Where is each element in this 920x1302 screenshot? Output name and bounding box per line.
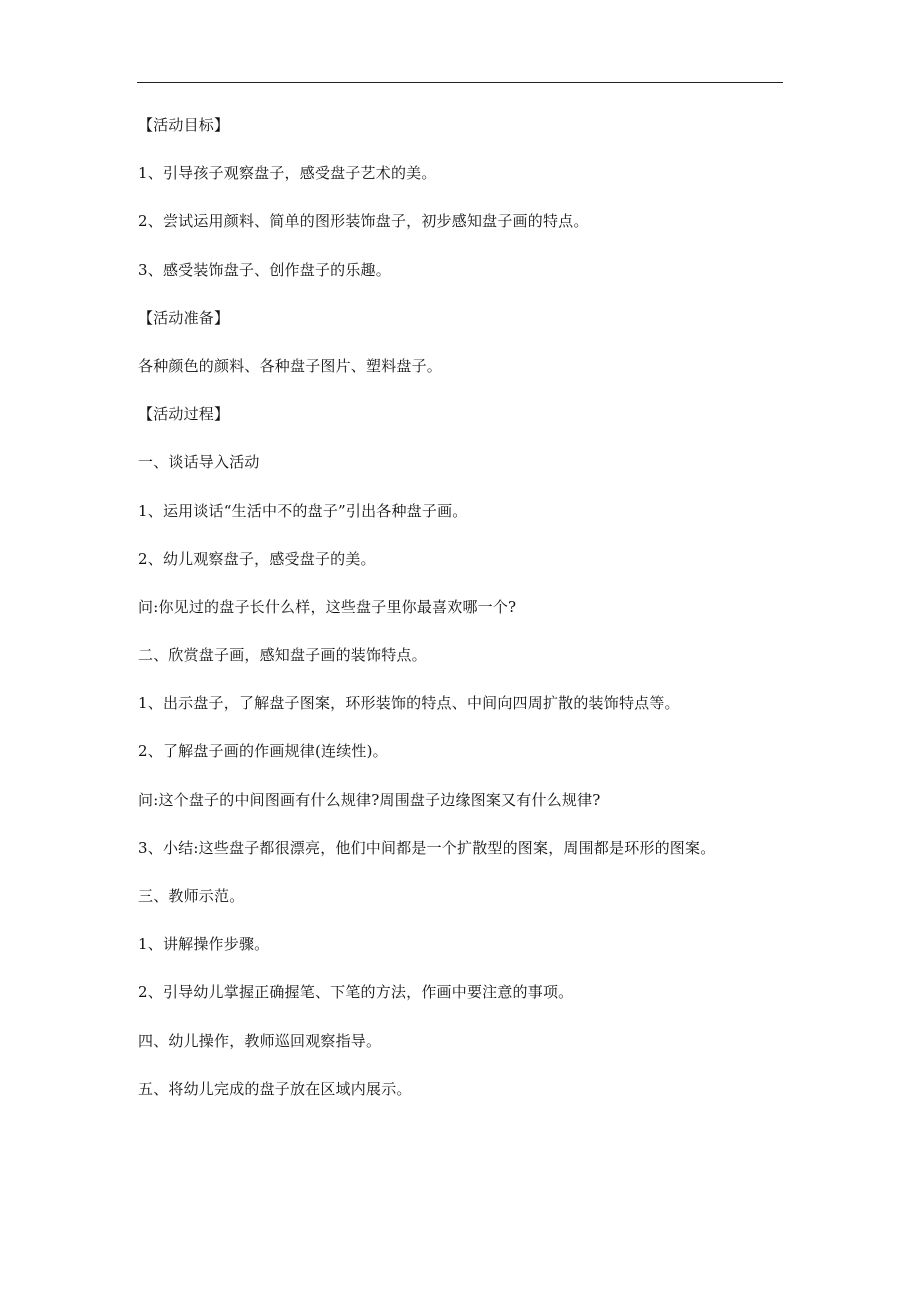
process-step-1-item-2: 2、幼儿观察盘子，感受盘子的美。 (138, 549, 376, 568)
process-step-2-question: 问:这个盘子的中间图画有什么规律?周围盘子边缘图案又有什么规律? (138, 790, 601, 809)
process-step-5-heading: 五、将幼儿完成的盘子放在区域内展示。 (138, 1079, 412, 1098)
section-heading-goals: 【活动目标】 (138, 116, 230, 134)
preparation-text: 各种颜色的颜料、各种盘子图片、塑料盘子。 (138, 356, 443, 375)
process-step-2-item-3: 3、小结:这些盘子都很漂亮，他们中间都是一个扩散型的图案，周围都是环形的图案。 (138, 838, 716, 857)
section-heading-preparation: 【活动准备】 (138, 308, 230, 327)
process-step-1-heading: 一、谈话导入活动 (138, 453, 260, 472)
process-step-1-item-1: 1、运用谈话“生活中不的盘子”引出各种盘子画。 (138, 501, 468, 520)
document-body (138, 112, 798, 1124)
process-step-2-item-1: 1、出示盘子，了解盘子图案，环形装饰的特点、中间向四周扩散的装饰特点等。 (138, 694, 680, 713)
process-step-1-question: 问:你见过的盘子长什么样，这些盘子里你最喜欢哪一个? (138, 597, 517, 616)
process-step-2-heading: 二、欣赏盘子画，感知盘子画的装饰特点。 (138, 646, 427, 665)
process-step-3-heading: 三、教师示范。 (138, 887, 245, 905)
process-step-2-item-2: 2、了解盘子画的作画规律(连续性)。 (138, 742, 388, 761)
goal-item-2: 2、尝试运用颜料、简单的图形装饰盘子，初步感知盘子画的特点。 (138, 212, 589, 231)
process-step-3-item-1: 1、讲解操作步骤。 (138, 935, 270, 954)
goal-item-3: 3、感受装饰盘子、创作盘子的乐趣。 (138, 260, 391, 279)
header-rule (137, 82, 783, 83)
process-step-3-item-2: 2、引导幼儿掌握正确握笔、下笔的方法，作画中要注意的事项。 (138, 983, 574, 1002)
goal-item-1: 1、引导孩子观察盘子，感受盘子艺术的美。 (138, 164, 437, 183)
process-step-4-heading: 四、幼儿操作，教师巡回观察指导。 (138, 1031, 382, 1050)
section-heading-process: 【活动过程】 (138, 405, 230, 424)
